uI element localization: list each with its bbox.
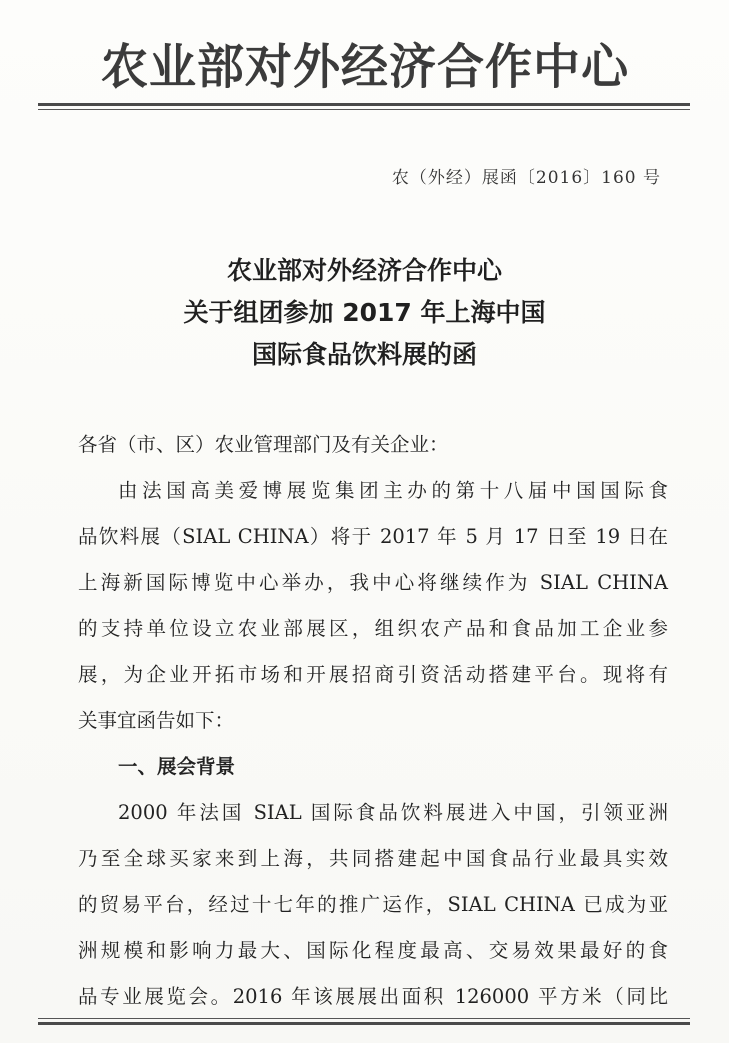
rule-thick-line bbox=[38, 1022, 690, 1025]
title-line-3: 国际食品饮料展的函 bbox=[251, 340, 477, 369]
letterhead-rule bbox=[38, 103, 690, 111]
paragraph-2-line-5: 品专业展览会。2016 年该展展出面积 126000 平方米（同比 bbox=[78, 985, 668, 1008]
paragraph-1-line-2: 品饮料展（SIAL CHINA）将于 2017 年 5 月 17 日至 19 日在 bbox=[78, 525, 668, 548]
salutation: 各省（市、区）农业管理部门及有关企业： bbox=[78, 433, 449, 456]
footer-rule bbox=[38, 1018, 690, 1026]
rule-thick-line bbox=[38, 103, 690, 106]
paragraph-1-line-1: 由法国高美爱博展览集团主办的第十八届中国国际食 bbox=[118, 479, 668, 502]
rule-thin-line bbox=[38, 109, 690, 110]
rule-thin-line bbox=[38, 1018, 690, 1019]
paragraph-2-line-1: 2000 年法国 SIAL 国际食品饮料展进入中国，引领亚洲 bbox=[118, 801, 668, 824]
document-body bbox=[78, 422, 668, 1020]
letterhead-title: 农业部对外经济合作中心 bbox=[100, 39, 630, 95]
paragraph-2-line-3: 的贸易平台，经过十七年的推广运作，SIAL CHINA 已成为亚 bbox=[78, 893, 668, 916]
document-number: 农（外经）展函〔2016〕160 号 bbox=[391, 168, 661, 188]
paragraph-1-line-5: 展，为企业开拓市场和开展招商引资活动搭建平台。现将有 bbox=[78, 663, 668, 686]
paragraph-2-line-4: 洲规模和影响力最大、国际化程度最高、交易效果最好的食 bbox=[78, 939, 668, 962]
paragraph-2-line-2: 乃至全球买家来到上海，共同搭建起中国食品行业最具实效 bbox=[78, 847, 668, 870]
title-line-1: 农业部对外经济合作中心 bbox=[226, 256, 502, 285]
paragraph-1-line-4: 的支持单位设立农业部展区，组织农产品和食品加工企业参 bbox=[78, 617, 668, 640]
paragraph-1-line-3: 上海新国际博览中心举办，我中心将继续作为 SIAL CHINA bbox=[78, 571, 668, 594]
title-line-2: 关于组团参加 2017 年上海中国 bbox=[183, 298, 546, 327]
section-heading-1: 一、展会背景 bbox=[118, 755, 236, 778]
document-title bbox=[60, 250, 669, 376]
paragraph-1-line-6: 关事宜函告如下： bbox=[78, 709, 235, 732]
